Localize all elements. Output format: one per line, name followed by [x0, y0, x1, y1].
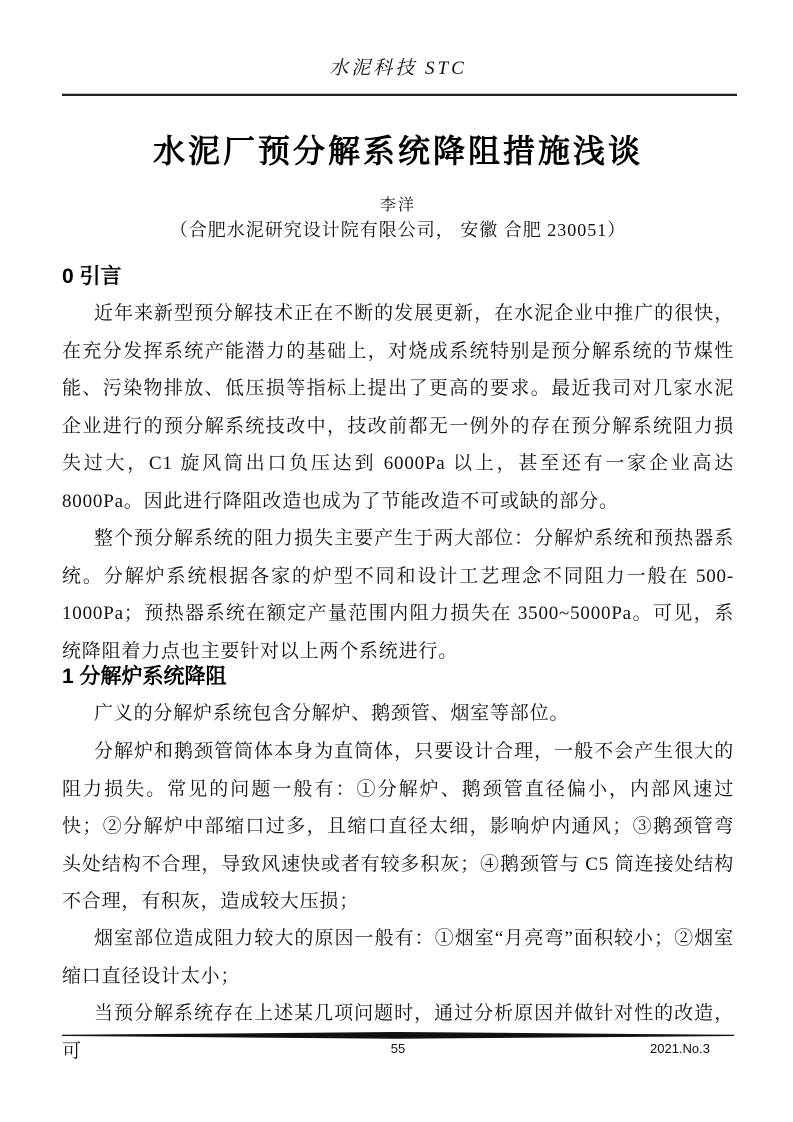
paragraph: 当预分解系统存在上述某几项问题时，通过分析原因并做针对性的改造，可 — [62, 1003, 734, 1062]
header-rule — [62, 93, 737, 96]
section-heading-calciner-system: 1 分解炉系统降阻 — [62, 665, 227, 688]
journal-title: 水泥科技 STC — [329, 58, 467, 79]
paragraph: 广义的分解炉系统包含分解炉、鹅颈管、烟室等部位。 — [94, 703, 570, 724]
footer-rule — [62, 1032, 734, 1039]
paragraph: 近年来新型预分解技术正在不断的发展更新，在水泥企业中推广的很快，在充分发挥系统产能潜力的基础上，对烧成系统特别是预分解系统的节煤性能、污染物排放、低压损等指标上提出了更高的要求。最近我司对几家水泥企业进行的预分解系统技改中，技改前都无一例外的存在预分解系统阻力损失过大，C1 旋风筒出口负压达到 6000Pa 以上，甚至还有一家企业高达 8000Pa。因此进行降阻改造也成为了节能改造不可或缺的部分。 — [62, 303, 734, 512]
paragraph: 分解炉和鹅颈管筒体本身为直筒体，只要设计合理，一般不会产生很大的阻力损失。常见的问题一般有：①分解炉、鹅颈管直径偏小，内部风速过快；②分解炉中部缩口过多，且缩口直径太细，影响炉内通风；③鹅颈管弯头处结构不合理，导致风速快或者有较多积灰；④鹅颈管与 C5 筒连接处结构不合理，有积灰，造成较大压损； — [62, 741, 734, 912]
article-author: 李洋 — [379, 197, 416, 214]
paragraph: 烟室部位造成阻力较大的原因一般有：①烟室“月亮弯”面积较小；②烟室缩口直径设计太小； — [62, 928, 734, 987]
paragraph: 整个预分解系统的阻力损失主要产生于两大部位：分解炉系统和预热器系统。分解炉系统根据各家的炉型不同和设计工艺理念不同阻力一般在 500-1000Pa；预热器系统在额定产量范围内阻力损失在 3500~5000Pa。可见，系统降阻着力点也主要针对以上两个系统进行。 — [62, 528, 734, 662]
article-affiliation: （合肥水泥研究设计院有限公司， 安徽 合肥 230051） — [169, 220, 627, 240]
article-title: 水泥厂预分解系统降阻措施浅谈 — [152, 133, 643, 169]
issue-number: 2021.No.3 — [650, 1041, 710, 1056]
page-number: 55 — [390, 1041, 406, 1056]
page-footer — [62, 1040, 734, 1060]
section-heading-introduction: 0 引言 — [62, 265, 122, 288]
